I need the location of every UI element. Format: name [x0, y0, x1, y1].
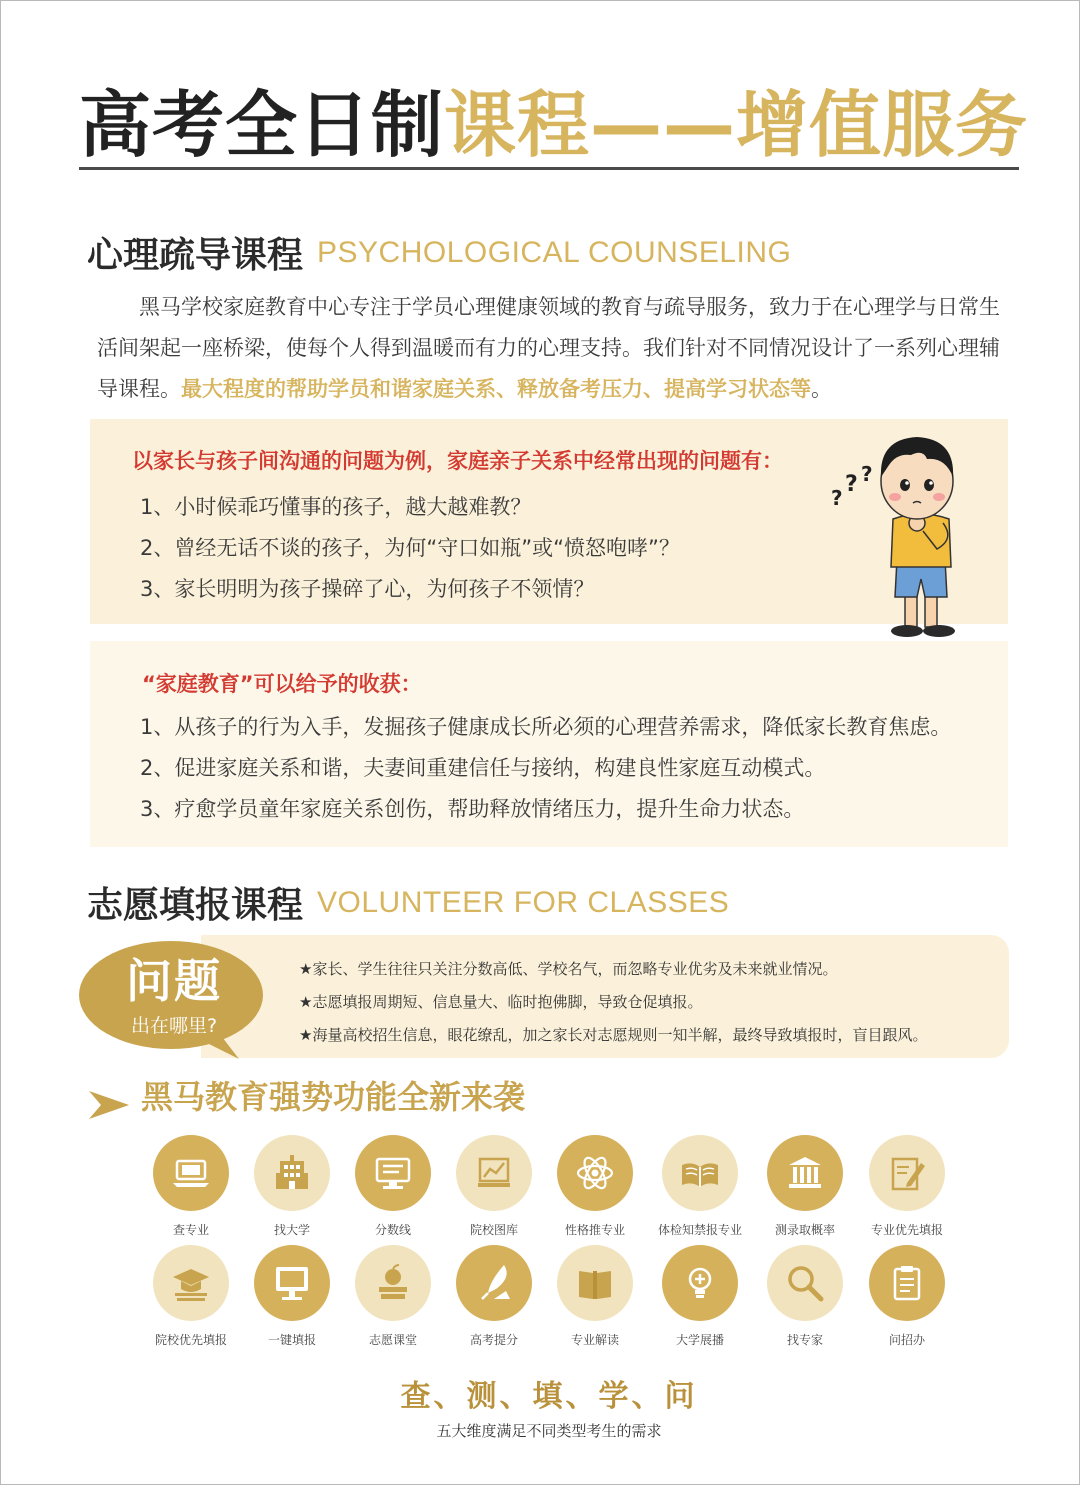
building-icon	[272, 1153, 312, 1193]
page-title-dark: 高考全日制	[79, 83, 445, 167]
list-item: 2、促进家庭关系和谐，夫妻间重建信任与接纳，构建良性家庭互动模式。	[140, 756, 826, 780]
monitor-icon	[373, 1153, 413, 1193]
volunteer-problem-list	[299, 953, 927, 1052]
clipboard-icon	[887, 1263, 927, 1303]
volunteer-title-cn: 志愿填报课程	[87, 885, 304, 926]
feature-label: 体检知禁报专业	[657, 1223, 742, 1237]
feature-label: 找大学	[273, 1223, 310, 1237]
list-item: ★志愿填报周期短、信息量大、临时抱佛脚，导致仓促填报。	[299, 993, 703, 1011]
feature-label: 找专家	[786, 1333, 823, 1347]
feature-circle	[869, 1245, 945, 1321]
list-item: 1、从孩子的行为入手，发掘孩子健康成长所必须的心理营养需求，降低家长教育焦虑。	[140, 715, 952, 739]
psych-intro-text: 黑马学校家庭教育中心专注于学员心理健康领域的教育与疏导服务，致力于在心理学与日常生活间架起一座桥梁，使每个人得到温暖而有力的心理支持。我们针对不同情况设计了一系列心理辅导课程。	[97, 295, 1000, 401]
feature-item[interactable]	[640, 1135, 760, 1238]
quill-icon	[474, 1263, 514, 1303]
feature-label: 大学展播	[675, 1333, 724, 1347]
magnifier-icon	[785, 1263, 825, 1303]
feature-label: 一键填报	[267, 1333, 316, 1347]
feature-circle	[355, 1135, 431, 1211]
list-item: 2、曾经无话不谈的孩子，为何“守口如瓶”或“愤怒咆哮”？	[140, 536, 680, 560]
feature-item[interactable]	[847, 1245, 967, 1348]
feature-circle	[355, 1245, 431, 1321]
psych-intro	[97, 287, 1007, 410]
feature-label: 志愿课堂	[368, 1333, 417, 1347]
title-divider	[79, 167, 1019, 170]
laptop-icon	[171, 1153, 211, 1193]
problems-heading: 以家长与孩子间沟通的问题为例，家庭亲子关系中经常出现的问题有：	[132, 449, 783, 473]
institution-icon	[785, 1153, 825, 1193]
gains-heading: “家庭教育”可以给予的收获：	[142, 672, 422, 696]
feature-label: 分数线	[374, 1223, 411, 1237]
psych-title-en: PSYCHOLOGICAL COUNSELING	[317, 235, 792, 269]
svg-text:?: ?	[831, 486, 843, 510]
psych-title-cn: 心理疏导课程	[87, 235, 304, 276]
list-item: 3、家长明明为孩子操碎了心，为何孩子不领情？	[140, 577, 595, 601]
screen-chart-icon	[474, 1153, 514, 1193]
bubble-subtitle: 出在哪里?	[130, 1015, 218, 1037]
feature-circle	[153, 1245, 229, 1321]
feature-label: 测录取概率	[774, 1223, 835, 1237]
feature-circle	[767, 1135, 843, 1211]
list-item: ★海量高校招生信息，眼花缭乱，加之家长对志愿规则一知半解，最终导致填报时，盲目跟风。	[299, 1026, 928, 1044]
list-item: 3、疗愈学员童年家庭关系创伤，帮助释放情绪压力，提升生命力状态。	[140, 797, 805, 821]
lightbulb-icon	[680, 1263, 720, 1303]
feature-label: 院校图库	[469, 1223, 518, 1237]
feature-label: 查专业	[172, 1223, 209, 1237]
volunteer-section-header	[87, 877, 729, 928]
feature-label: 专业解读	[570, 1333, 619, 1347]
feature-item[interactable]	[535, 1135, 655, 1238]
features-summary-title: 查、测、填、学、问	[400, 1379, 698, 1414]
feature-circle	[254, 1245, 330, 1321]
desktop-icon	[272, 1263, 312, 1303]
psych-section-header	[87, 227, 791, 278]
volunteer-title-en: VOLUNTEER FOR CLASSES	[317, 885, 730, 919]
problems-list	[140, 487, 680, 610]
feature-label: 性格推专业	[564, 1223, 625, 1237]
gains-list	[140, 707, 951, 830]
edit-note-icon	[887, 1153, 927, 1193]
features-summary-subtitle: 五大维度满足不同类型考生的需求	[436, 1422, 662, 1440]
feature-label: 问招办	[888, 1333, 925, 1347]
feature-circle	[456, 1135, 532, 1211]
psych-intro-end: 。	[811, 377, 832, 401]
book-icon	[575, 1263, 615, 1303]
graduation-cap-icon	[171, 1263, 211, 1303]
apple-books-icon	[373, 1263, 413, 1303]
psych-intro-highlight: 最大程度的帮助学员和谐家庭关系、释放备考压力、提高学习状态等	[181, 377, 811, 401]
atom-icon	[575, 1153, 615, 1193]
gains-box	[90, 641, 1008, 847]
list-item: ★家长、学生往往只关注分数高低、学校名气，而忽略专业优劣及未来就业情况。	[299, 960, 838, 978]
thinking-boy-illustration	[827, 419, 977, 641]
feature-circle	[254, 1135, 330, 1211]
feature-label: 专业优先填报	[870, 1223, 943, 1237]
feature-circle	[153, 1135, 229, 1211]
open-book-icon	[680, 1153, 720, 1193]
feature-label: 高考提分	[469, 1333, 518, 1347]
feature-item[interactable]	[640, 1245, 760, 1348]
feature-circle	[456, 1245, 532, 1321]
feature-circle	[557, 1245, 633, 1321]
features-title: 黑马教育强势功能全新来袭	[141, 1078, 526, 1116]
feature-circle	[662, 1135, 738, 1211]
feature-circle	[557, 1135, 633, 1211]
arrow-right-icon	[89, 1087, 129, 1121]
page-title	[79, 83, 1028, 167]
feature-circle	[869, 1135, 945, 1211]
feature-label: 院校优先填报	[154, 1333, 227, 1347]
feature-item[interactable]	[847, 1135, 967, 1238]
feature-circle	[767, 1245, 843, 1321]
svg-text:?: ?	[861, 462, 873, 486]
feature-item[interactable]	[535, 1245, 655, 1348]
page-title-gold: 课程——增值服务	[444, 83, 1029, 167]
list-item: 1、小时候乖巧懂事的孩子，越大越难教？	[140, 495, 532, 519]
bubble-title: 问题	[126, 954, 222, 1008]
svg-text:?: ?	[845, 472, 858, 497]
feature-circle	[662, 1245, 738, 1321]
